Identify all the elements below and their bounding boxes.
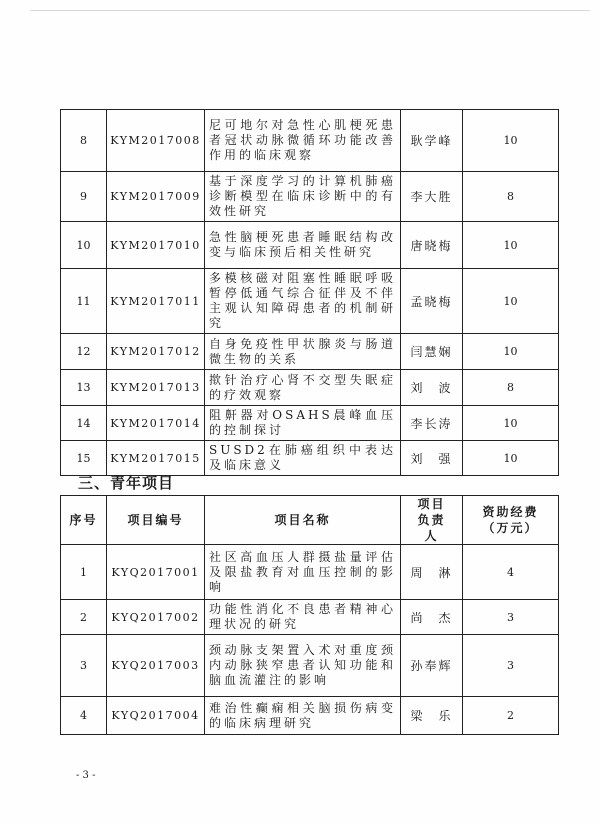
table-header-row [61, 496, 559, 545]
row-number: 11 [61, 269, 107, 334]
header-code: 项目编号 [107, 496, 205, 545]
table-row [61, 334, 559, 370]
project-code: KYM2017010 [107, 222, 205, 269]
project-code: KYM2017014 [107, 406, 205, 441]
table-row [61, 635, 559, 697]
table-row [61, 697, 559, 735]
table-row [61, 545, 559, 600]
header-funding: 资助经费（万元） [463, 496, 559, 545]
project-title: 颈动脉支架置入术对重度颈内动脉狭窄患者认知功能和脑血流灌注的影响 [205, 635, 401, 697]
project-funding: 8 [463, 370, 559, 406]
project-funding: 2 [463, 697, 559, 735]
project-code: KYQ2017001 [107, 545, 205, 600]
project-lead: 李大胜 [401, 172, 463, 222]
key-projects-table [60, 109, 559, 476]
youth-projects-table [60, 495, 559, 735]
project-funding: 10 [463, 406, 559, 441]
section-heading-youth-projects: 三、青年项目 [78, 474, 175, 492]
project-lead: 梁 乐 [401, 697, 463, 735]
project-lead: 耿学峰 [401, 110, 463, 172]
table-row [61, 172, 559, 222]
project-code: KYM2017008 [107, 110, 205, 172]
project-title: 揿针治疗心肾不交型失眠症的疗效观察 [205, 370, 401, 406]
project-title: SUSD2在肺癌组织中表达及临床意义 [205, 441, 401, 476]
project-lead: 唐晓梅 [401, 222, 463, 269]
row-number: 15 [61, 441, 107, 476]
table-row [61, 406, 559, 441]
row-number: 14 [61, 406, 107, 441]
row-number: 12 [61, 334, 107, 370]
project-lead: 李长涛 [401, 406, 463, 441]
project-funding: 3 [463, 635, 559, 697]
project-title: 社区高血压人群摄盐量评估及限盐教育对血压控制的影响 [205, 545, 401, 600]
project-title: 功能性消化不良患者精神心理状况的研究 [205, 600, 401, 635]
project-title: 难治性癫痫相关脑损伤病变的临床病理研究 [205, 697, 401, 735]
table-row [61, 600, 559, 635]
project-code: KYM2017012 [107, 334, 205, 370]
table-row [61, 222, 559, 269]
project-code: KYM2017011 [107, 269, 205, 334]
project-lead: 孟晓梅 [401, 269, 463, 334]
project-title: 多模核磁对阻塞性睡眠呼吸暂停低通气综合征伴及不伴主观认知障碍患者的机制研究 [205, 269, 401, 334]
row-number: 2 [61, 600, 107, 635]
page-number: - 3 - [76, 770, 96, 781]
project-code: KYQ2017004 [107, 697, 205, 735]
project-funding: 4 [463, 545, 559, 600]
row-number: 9 [61, 172, 107, 222]
project-funding: 10 [463, 110, 559, 172]
table-row [61, 441, 559, 476]
header-title: 项目名称 [205, 496, 401, 545]
project-lead: 刘 强 [401, 441, 463, 476]
page-top-edge [30, 10, 590, 11]
table-row [61, 269, 559, 334]
row-number: 13 [61, 370, 107, 406]
header-lead: 项目负责人 [401, 496, 463, 545]
project-lead: 闫慧娴 [401, 334, 463, 370]
project-lead: 周 淋 [401, 545, 463, 600]
header-number: 序号 [61, 496, 107, 545]
project-funding: 10 [463, 441, 559, 476]
project-lead: 刘 波 [401, 370, 463, 406]
project-title: 自身免疫性甲状腺炎与肠道微生物的关系 [205, 334, 401, 370]
project-funding: 10 [463, 222, 559, 269]
project-lead: 尚 杰 [401, 600, 463, 635]
row-number: 10 [61, 222, 107, 269]
project-code: KYQ2017003 [107, 635, 205, 697]
project-title: 尼可地尔对急性心肌梗死患者冠状动脉微循环功能改善作用的临床观察 [205, 110, 401, 172]
row-number: 4 [61, 697, 107, 735]
project-title: 基于深度学习的计算机肺癌诊断模型在临床诊断中的有效性研究 [205, 172, 401, 222]
row-number: 3 [61, 635, 107, 697]
project-funding: 10 [463, 269, 559, 334]
project-code: KYM2017009 [107, 172, 205, 222]
project-title: 急性脑梗死患者睡眠结构改变与临床预后相关性研究 [205, 222, 401, 269]
project-code: KYM2017013 [107, 370, 205, 406]
project-code: KYM2017015 [107, 441, 205, 476]
row-number: 8 [61, 110, 107, 172]
table-row [61, 370, 559, 406]
project-code: KYQ2017002 [107, 600, 205, 635]
project-funding: 10 [463, 334, 559, 370]
project-lead: 孙奉辉 [401, 635, 463, 697]
table-row [61, 110, 559, 172]
row-number: 1 [61, 545, 107, 600]
project-title: 阻鼾器对OSAHS晨峰血压的控制探讨 [205, 406, 401, 441]
project-funding: 3 [463, 600, 559, 635]
project-funding: 8 [463, 172, 559, 222]
